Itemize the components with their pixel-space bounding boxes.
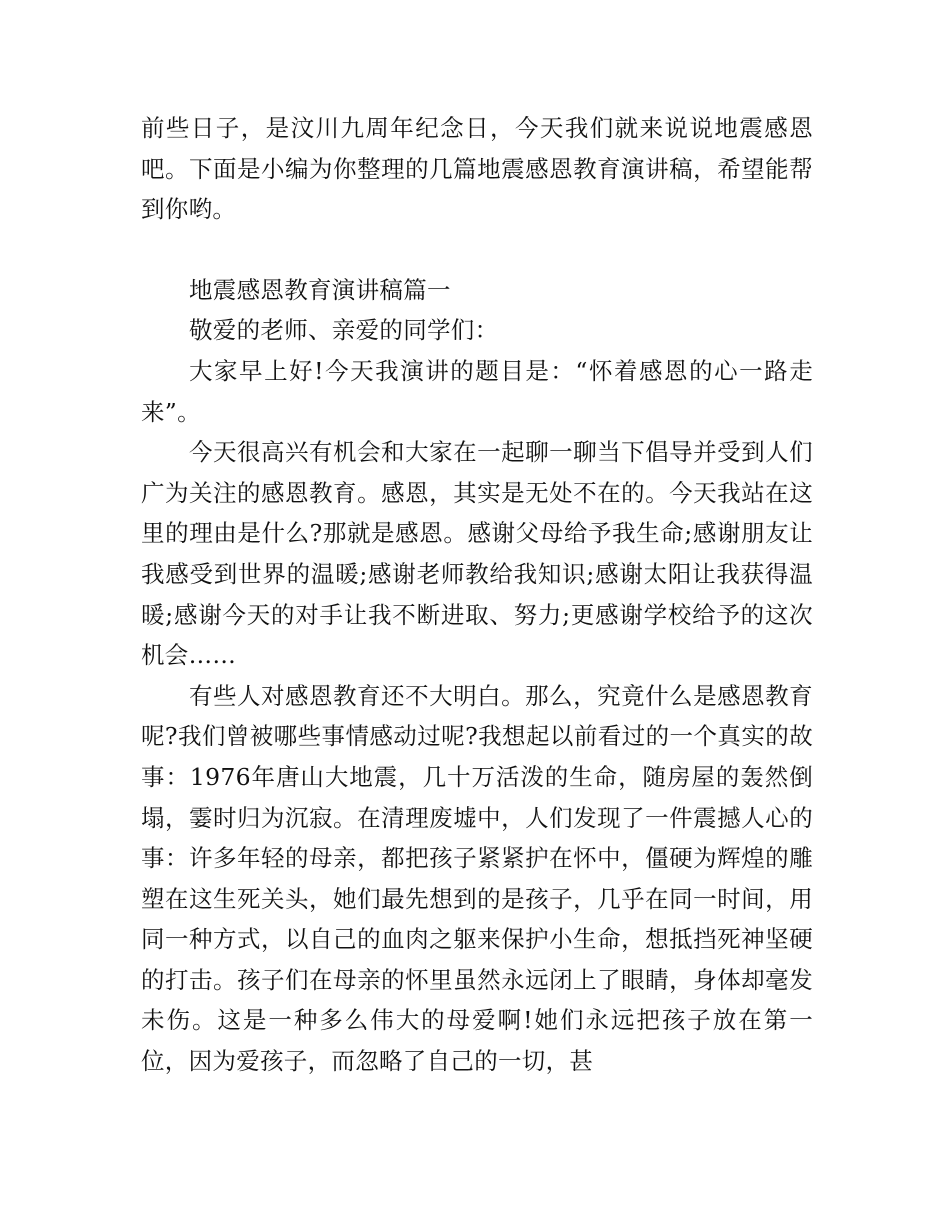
body-paragraph: 今天很高兴有机会和大家在一起聊一聊当下倡导并受到人们广为关注的感恩教育。感恩，其实是无处不在的。今天我站在这里的理由是什么?那就是感恩。感谢父母给予我生命;感谢朋友让我感受到世界的温暖;感谢老师教给我知识;感谢太阳让我获得温暖;感谢今天的对手让我不断进取、努力;更感谢学校给予的这次机会…… [141, 438, 813, 670]
intro-paragraph: 前些日子，是汶川九周年纪念日，今天我们就来说说地震感恩吧。下面是小编为你整理的几篇地震感恩教育演讲稿，希望能帮到你哟。 [141, 114, 813, 224]
body-paragraph: 有些人对感恩教育还不大明白。那么，究竟什么是感恩教育呢?我们曾被哪些事情感动过呢?我想起以前看过的一个真实的故事：1976年唐山大地震，几十万活泼的生命，随房屋的轰然倒塌，霎时归为沉寂。在清理废墟中，人们发现了一件震撼人心的事：许多年轻的母亲，都把孩子紧紧护在怀中，僵硬为辉煌的雕塑在这生死关头，她们最先想到的是孩子，几乎在同一时间，用同一种方式，以自己的血肉之躯来保护小生命，想抵挡死神坚硬的打击。孩子们在母亲的怀里虽然永远闭上了眼睛，身体却毫发未伤。这是一种多么伟大的母爱啊!她们永远把孩子放在第一位，因为爱孩子，而忽略了自己的一切，甚 [141, 681, 813, 1076]
section-title: 地震感恩教育演讲稿篇一 [189, 275, 451, 304]
salutation: 敬爱的老师、亲爱的同学们： [189, 316, 499, 345]
document-page [141, 108, 813, 1082]
body-paragraph: 大家早上好!今天我演讲的题目是：“怀着感恩的心一路走来”。 [141, 356, 813, 426]
